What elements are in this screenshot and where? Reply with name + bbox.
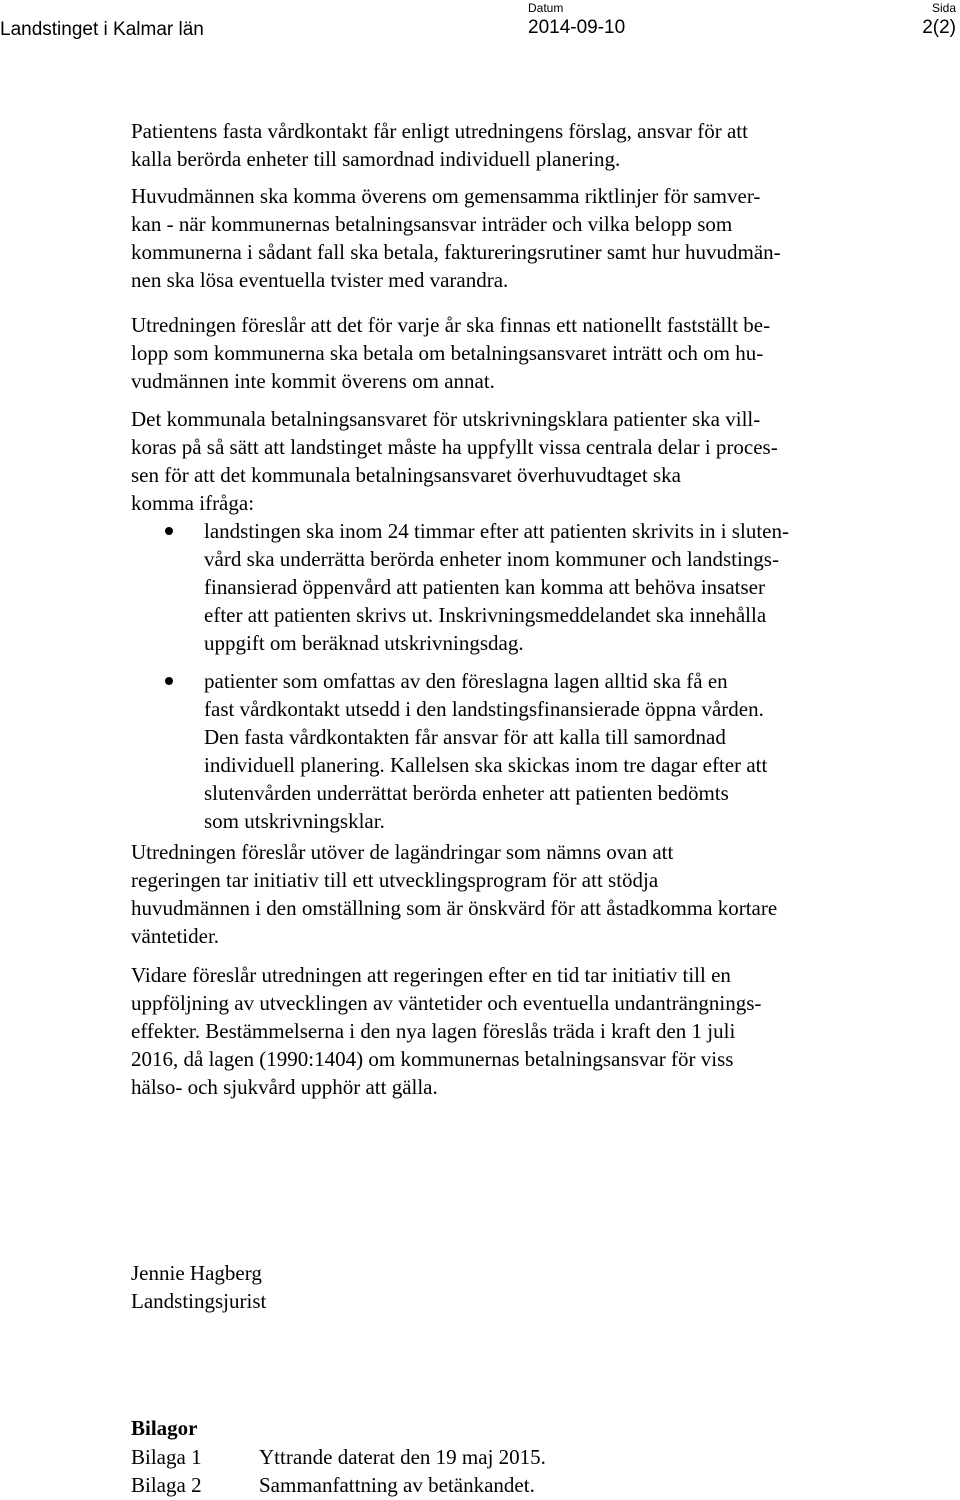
- paragraph-2: [131, 182, 891, 294]
- paragraph-line: kommunerna i sådant fall ska betala, faktureringsrutiner samt hur huvudmän-: [131, 240, 781, 264]
- bullet-line: fast vårdkontakt utsedd i den landstingsfinansierade öppna vården.: [204, 697, 764, 721]
- paragraph-line: lopp som kommunerna ska betala om betalningsansvaret inträtt och om hu-: [131, 341, 764, 365]
- header-date-label: Datum: [528, 1, 564, 15]
- paragraph-line: Utredningen föreslår att det för varje år ska finnas ett nationellt fastställt be-: [131, 313, 771, 337]
- bullet-line: som utskrivningsklar.: [204, 809, 385, 833]
- attachments-heading: Bilagor: [131, 1416, 198, 1440]
- bullet-line: uppgift om beräknad utskrivningsdag.: [204, 631, 524, 655]
- paragraph-line: huvudmännen i den omställning som är önskvärd för att åstadkomma kortare: [131, 896, 778, 920]
- header-date: 2014-09-10: [528, 17, 626, 38]
- paragraph-line: regeringen tar initiativ till ett utvecklingsprogram för att stödja: [131, 868, 659, 892]
- paragraph-5: [131, 838, 891, 950]
- paragraph-line: 2016, då lagen (1990:1404) om kommunernas betalningsansvar för viss: [131, 1047, 734, 1071]
- paragraph-line: vudmännen inte kommit överens om annat.: [131, 369, 495, 393]
- paragraph-line: Vidare föreslår utredningen att regeringen efter en tid tar initiativ till en: [131, 963, 731, 987]
- attachment-row: [131, 1473, 535, 1498]
- paragraph-line: Utredningen föreslår utöver de lagändringar som nämns ovan att: [131, 840, 674, 864]
- paragraph-4: [131, 405, 891, 517]
- attachment-text: Sammanfattning av betänkandet.: [259, 1473, 535, 1497]
- bullet-line: Den fasta vårdkontakten får ansvar för att kalla till samordnad: [204, 725, 726, 749]
- signature-name: Jennie Hagberg: [131, 1261, 262, 1285]
- paragraph-line: sen för att det kommunala betalningsansvaret överhuvudtaget ska: [131, 463, 681, 487]
- bullet-item: [131, 667, 891, 835]
- bullet-icon: [165, 527, 173, 535]
- paragraph-line: nen ska lösa eventuella tvister med varandra.: [131, 268, 509, 292]
- paragraph-line: effekter. Bestämmelserna i den nya lagen föreslås träda i kraft den 1 juli: [131, 1019, 736, 1043]
- bullet-line: slutenvården underrättat berörda enheter att patienten bedömts: [204, 781, 729, 805]
- attachment-label: Bilaga 2: [131, 1473, 202, 1497]
- paragraph-line: Huvudmännen ska komma överens om gemensamma riktlinjer för samver-: [131, 184, 761, 208]
- paragraph-line: väntetider.: [131, 924, 220, 948]
- paragraph-line: koras på så sätt att landstinget måste ha uppfyllt vissa centrala delar i proces-: [131, 435, 778, 459]
- bullet-icon: [165, 677, 173, 685]
- paragraph-6: [131, 961, 891, 1101]
- attachment-row: [131, 1445, 546, 1470]
- header-organization: Landstinget i Kalmar län: [0, 19, 204, 40]
- bullet-line: efter att patienten skrivs ut. Inskrivningsmeddelandet ska innehålla: [204, 603, 767, 627]
- paragraph-line: kalla berörda enheter till samordnad individuell planering.: [131, 147, 621, 171]
- paragraph-line: Patientens fasta vårdkontakt får enligt utredningens förslag, ansvar för att: [131, 119, 748, 143]
- paragraph-1: [131, 117, 891, 173]
- paragraph-line: komma ifråga:: [131, 491, 255, 515]
- bullet-item: [131, 517, 891, 657]
- bullet-line: patienter som omfattas av den föreslagna lagen alltid ska få en: [204, 669, 728, 693]
- signature-title: Landstingsjurist: [131, 1289, 267, 1313]
- bullet-line: individuell planering. Kallelsen ska skickas inom tre dagar efter att: [204, 753, 768, 777]
- bullet-list: [131, 517, 891, 835]
- bullet-line: vård ska underrätta berörda enheter inom kommuner och landstings-: [204, 547, 779, 571]
- header-page-number: 2(2): [922, 17, 956, 38]
- paragraph-line: uppföljning av utvecklingen av väntetider och eventuella undanträngnings-: [131, 991, 762, 1015]
- bullet-line: finansierad öppenvård att patienten kan komma att behöva insatser: [204, 575, 765, 599]
- attachment-label: Bilaga 1: [131, 1445, 202, 1469]
- paragraph-line: hälso- och sjukvård upphör att gälla.: [131, 1075, 438, 1099]
- paragraph-3: [131, 311, 891, 395]
- signature-block: [131, 1259, 266, 1315]
- header-page-label: Sida: [931, 1, 956, 15]
- attachment-text: Yttrande daterat den 19 maj 2015.: [259, 1445, 546, 1469]
- paragraph-line: kan - när kommunernas betalningsansvar inträder och vilka belopp som: [131, 212, 733, 236]
- bullet-line: landstingen ska inom 24 timmar efter att patienten skrivits in i sluten-: [204, 519, 789, 543]
- paragraph-line: Det kommunala betalningsansvaret för utskrivningsklara patienter ska vill-: [131, 407, 761, 431]
